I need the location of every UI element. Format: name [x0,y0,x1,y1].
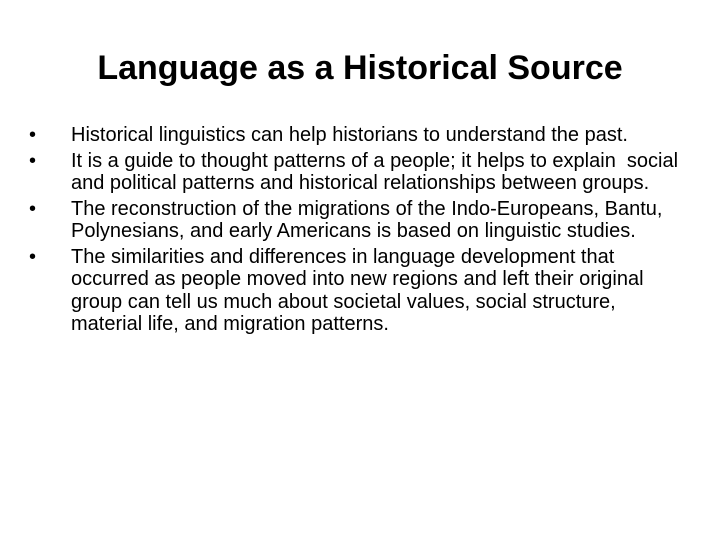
bullet-item [0,198,720,243]
bullet-dot-icon: • [29,245,37,268]
bullet-text: Historical linguistics can help historians to understand the past. [71,124,628,146]
bullet-text: The similarities and differences in language development that occurred as people moved into new regions and left their original group can tell us much about societal values, social structure, material life, and migration patterns. [71,245,644,335]
bullet-item [0,150,720,195]
bullet-text: The reconstruction of the migrations of the Indo-Europeans, Bantu, Polynesians, and early Americans is based on linguistic studies. [71,197,663,242]
bullet-dot-icon: • [29,149,37,172]
slide-title: Language as a Historical Source [97,49,623,87]
bullet-list [0,124,720,339]
bullet-text: It is a guide to thought patterns of a people; it helps to explain social and political patterns and historical relationships between groups. [71,149,684,194]
bullet-item [0,124,720,147]
bullet-item [0,246,720,336]
bullet-dot-icon: • [29,197,37,220]
bullet-dot-icon: • [29,124,37,146]
